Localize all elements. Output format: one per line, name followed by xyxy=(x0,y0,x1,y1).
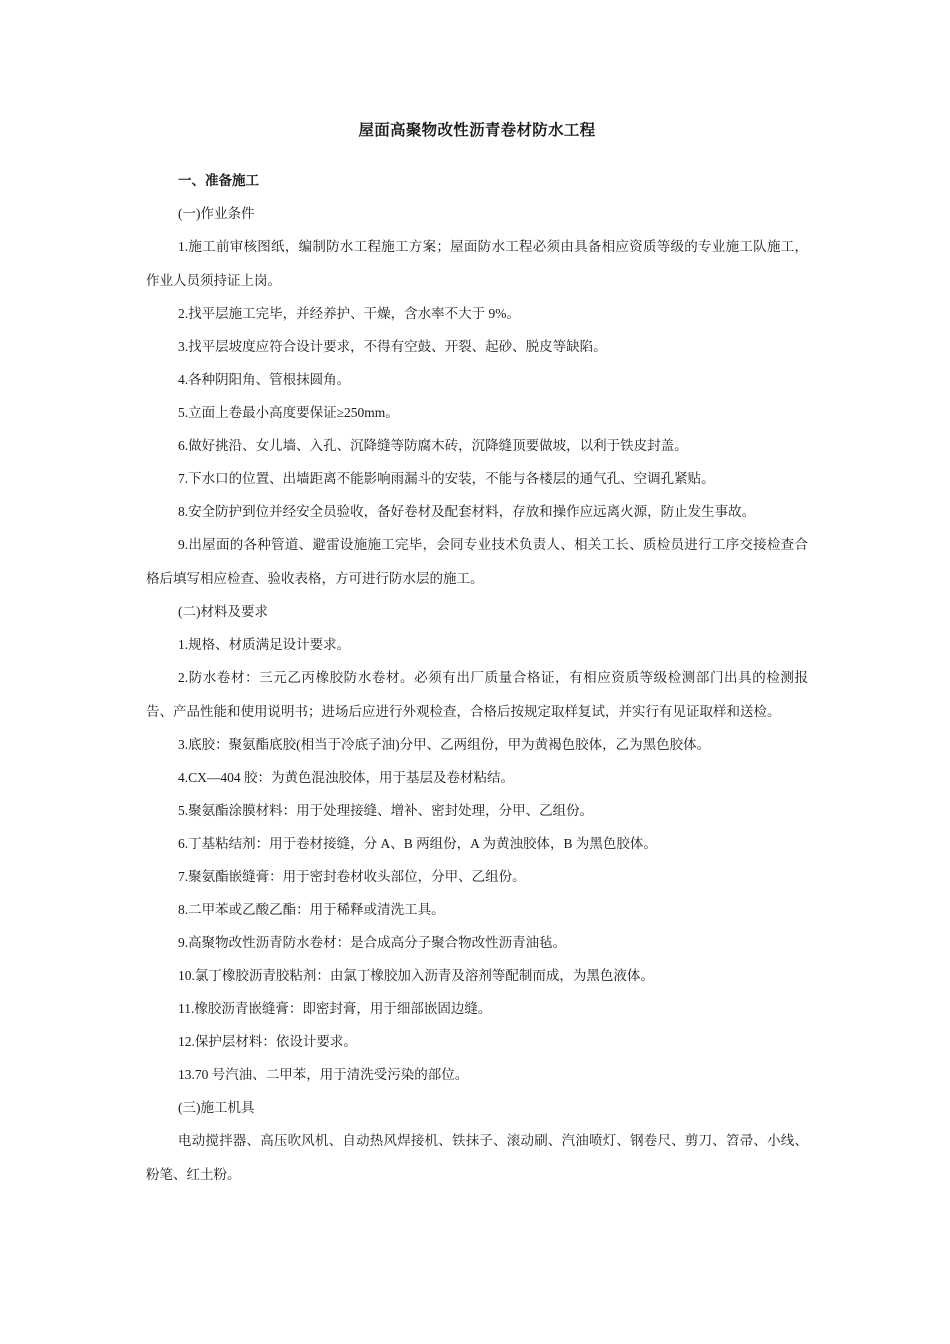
paragraph: 4.各种阴阳角、管根抹圆角。 xyxy=(178,372,351,387)
paragraph: 10.氯丁橡胶沥青胶粘剂：由氯丁橡胶加入沥青及溶剂等配制而成，为黑色液体。 xyxy=(178,968,654,983)
paragraph: 8.二甲苯或乙酸乙酯：用于稀释或清洗工具。 xyxy=(178,902,445,917)
paragraph: 电动搅拌器、高压吹风机、自动热风焊接机、铁抹子、滚动刷、汽油喷灯、钢卷尺、剪刀、笤帚、小线、粉笔、红土粉。 xyxy=(146,1133,808,1182)
paragraph: 1.施工前审核图纸，编制防水工程施工方案；屋面防水工程必须由具备相应资质等级的专业施工队施工，作业人员须持证上岗。 xyxy=(146,239,808,288)
subsection-title: (三)施工机具 xyxy=(178,1100,255,1115)
paragraph: 6.丁基粘结剂：用于卷材接缝，分 A、B 两组份，A 为黄浊胶体，B 为黑色胶体。 xyxy=(178,836,657,851)
paragraph: 13.70 号汽油、二甲苯，用于清洗受污染的部位。 xyxy=(178,1067,469,1082)
paragraph: 12.保护层材料：依设计要求。 xyxy=(178,1034,357,1049)
subsection-title: (一)作业条件 xyxy=(178,206,255,221)
paragraph: 7.下水口的位置、出墙距离不能影响雨漏斗的安装，不能与各楼层的通气孔、空调孔紧贴。 xyxy=(178,471,715,486)
paragraph: 2.防水卷材：三元乙丙橡胶防水卷材。必须有出厂质量合格证，有相应资质等级检测部门出具的检测报告、产品性能和使用说明书；进场后应进行外观检查，合格后按规定取样复试，并实行有见证取样和送检。 xyxy=(146,670,808,719)
paragraph: 2.找平层施工完毕，并经养护、干燥，含水率不大于 9%。 xyxy=(178,306,520,321)
document-page xyxy=(146,118,808,1197)
paragraph: 9.出屋面的各种管道、避雷设施施工完毕，会同专业技术负责人、相关工长、质检员进行工序交接检查合格后填写相应检查、验收表格，方可进行防水层的施工。 xyxy=(146,537,808,586)
paragraph: 11.橡胶沥青嵌缝膏：即密封膏，用于细部嵌固边缝。 xyxy=(178,1001,492,1016)
paragraph: 8.安全防护到位并经安全员验收，备好卷材及配套材料，存放和操作应远离火源，防止发生事故。 xyxy=(178,504,756,519)
paragraph: 5.立面上卷最小高度要保证≥250mm。 xyxy=(178,405,399,420)
paragraph: 7.聚氨酯嵌缝膏：用于密封卷材收头部位，分甲、乙组份。 xyxy=(178,869,526,884)
paragraph: 1.规格、材质满足设计要求。 xyxy=(178,637,351,652)
section-heading: 一、准备施工 xyxy=(178,173,259,189)
paragraph: 3.找平层坡度应符合设计要求，不得有空鼓、开裂、起砂、脱皮等缺陷。 xyxy=(178,339,607,354)
paragraph: 3.底胶：聚氨酯底胶(相当于冷底子油)分甲、乙两组份，甲为黄褐色胶体，乙为黑色胶体。 xyxy=(178,737,711,752)
paragraph: 5.聚氨酯涂膜材料：用于处理接缝、增补、密封处理，分甲、乙组份。 xyxy=(178,803,594,818)
document-title: 屋面高聚物改性沥青卷材防水工程 xyxy=(358,121,596,139)
subsection-title: (二)材料及要求 xyxy=(178,604,268,619)
paragraph: 4.CX—404 胶：为黄色混浊胶体，用于基层及卷材粘结。 xyxy=(178,770,515,785)
paragraph: 9.高聚物改性沥青防水卷材：是合成高分子聚合物改性沥青油毡。 xyxy=(178,935,567,950)
paragraph: 6.做好挑沿、女儿墙、入孔、沉降缝等防腐木砖，沉降缝顶要做坡，以利于铁皮封盖。 xyxy=(178,438,688,453)
